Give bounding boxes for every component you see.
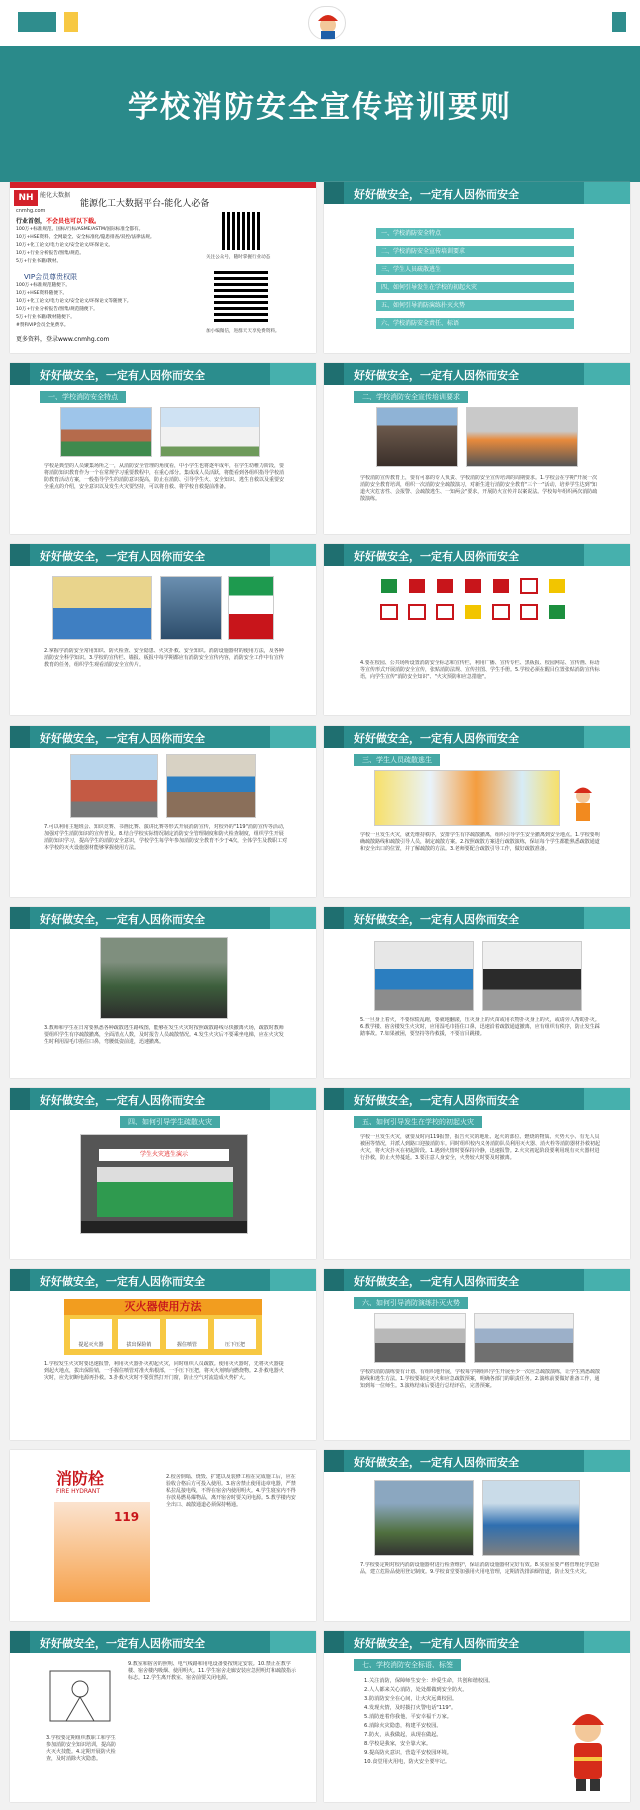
- slide-body: 学校是典型的人员聚集场所之一，从消防安全管理的角度看，中小学生也将逐年成年，在学生幼稚力阶段，要将消防知识教育作为一个在常规学习重要教程中，在重心部分。集成成人员活跃，将能看到各组织指导学校消防教育活动方案，一般指导学生的消防意识提高，防止在消防、引导学生火、安全知识、逃生自救以及重要安全重点的介绍，安全意识以及发生火灾要坚持，可以将自救、将学校自救提前准备。: [44, 463, 285, 490]
- sketch-illustration: [46, 1661, 114, 1731]
- slide-drill: [324, 1269, 630, 1440]
- ad-feature-list: [16, 226, 154, 266]
- toc-item: 四、如何引导发生在学校的初起火灾: [376, 282, 574, 293]
- slogan-item: 5.消防连着你我他，平安幸福千万家。: [364, 1714, 452, 1720]
- slide-banner: [10, 544, 316, 566]
- more-link[interactable]: 更多资料，登录www.cnmhg.com: [16, 336, 110, 343]
- step: 握住喷管: [166, 1319, 208, 1349]
- step: 拔出保险销: [118, 1319, 160, 1349]
- banner-text: 好好做安全，一定有人因你而安全: [354, 550, 519, 563]
- section-subtitle: 二、学校消防安全宣传培训要求: [354, 391, 468, 403]
- toc-item: 三、学生人员疏散逃生: [376, 264, 574, 275]
- no-flammables-icon: [492, 604, 510, 620]
- slogan-list: [364, 1677, 554, 1767]
- ad-line: 10万+HSE资料、全网最全、安全标准化/隐患排查/双控/法律法规。: [16, 235, 155, 240]
- slide-banner: [324, 1631, 630, 1653]
- qr-code-editor: [214, 268, 268, 322]
- qr-code-wechat: [222, 212, 260, 250]
- ad-line: 10万+行业分析报告/图集/规范。: [16, 251, 84, 256]
- exit-sign-icon: [380, 578, 398, 594]
- slide-banner: [10, 726, 316, 748]
- exhibit-photo: [52, 576, 152, 640]
- slide-body: 学校的消防演练要有计划、有组织地开展，学校每学期组织学生开展至少一次应急疏散演练，让学生熟悉疏散路线和逃生方法。1.学校要制定灭火和应急疏散预案，明确各部门的职责任务。2.演练前要做好准备工作，通知到每一位师生。3.演练结束后要进行总结评估，完善预案。: [360, 1369, 600, 1389]
- section-subtitle: 五、如何引导发生在学校的初起火灾: [354, 1116, 482, 1128]
- banner-text: 好好做安全，一定有人因你而安全: [354, 188, 519, 201]
- toc-item: 一、学校消防安全特点: [376, 228, 574, 239]
- slide-body: 2.掌握学消防安全常用知识、防火检查、安全隐患、火灾扑救、安全知识。消防设施器材的使用方法，及各种消防安全科学知识。3.学校的宣传栏、墙报、板报中每学期都应有消防安全宣传内容，消防安全工作中有宣传教育的任务，组织学生观看消防安全宣传片。: [44, 648, 284, 668]
- slide-banner: [324, 1088, 630, 1110]
- caution-fire-icon: [464, 604, 482, 620]
- slide-toc: [324, 182, 630, 353]
- banner-text: 好好做安全，一定有人因你而安全: [354, 1094, 519, 1107]
- slide-initial-fire: [324, 1088, 630, 1259]
- hero-header: [0, 0, 640, 182]
- banner-text: 好好做安全，一定有人因你而安全: [40, 369, 205, 382]
- phone-number: 119: [114, 1510, 140, 1524]
- slogan-item: 8.学校是我家，安全靠大家。: [364, 1741, 432, 1747]
- warning-icon: [548, 578, 566, 594]
- slide-evacuation: [324, 726, 630, 897]
- slide-body: 学校一旦发生火灾，就先维持秩序，安排学生有序疏散撤离，组织引导学生安全撤离到安全地点。1.学校要明确疏散路线和疏散引导人员，制定疏散方案。2.按照疏散方案进行疏散演练，保证每个学生都能熟悉疏散通道和安全出口的位置，并了解疏散的方法。3.老师要配合疏散引导工作，做好疏散准备。: [360, 832, 600, 852]
- section-subtitle: 三、学生人员疏散逃生: [354, 754, 440, 766]
- ad-line: 100万+标准规范、国标/行标/ASME/ASTM/国际标准全都有。: [16, 227, 144, 232]
- banner-text: 好好做安全，一定有人因你而安全: [40, 1637, 205, 1650]
- section-subtitle: 四、如何引导学生疏散火灾: [120, 1116, 220, 1128]
- video-title: 学生火灾逃生演示: [99, 1149, 229, 1161]
- firefighter-mascot-icon: [560, 1703, 616, 1793]
- no-smoking-icon: [380, 604, 398, 620]
- slide-signs: [324, 544, 630, 715]
- banner-text: 好好做安全，一定有人因你而安全: [354, 369, 519, 382]
- escape-drill-photo: [100, 937, 228, 1019]
- vip-line: 10万+化工论文/电力论文/安全论文/环保论文等随便下。: [16, 299, 132, 304]
- hall-photo: [474, 1313, 574, 1363]
- vip-line: 10万+行业分析报告/图集/规范随便下。: [16, 307, 98, 312]
- banner-text: 好好做安全，一定有人因你而安全: [354, 1637, 519, 1650]
- slide-escape: [10, 907, 316, 1078]
- library-photo: [374, 1313, 466, 1363]
- fire-hose-icon: [492, 578, 510, 594]
- video-controls[interactable]: [81, 1221, 248, 1234]
- ad-line: 10万+化工论文/电力论文/安全论文/环保论文。: [16, 243, 114, 248]
- banner-text: 好好做安全，一定有人因你而安全: [40, 913, 205, 926]
- slide-crawl: [324, 907, 630, 1078]
- slide-banner: [324, 1450, 630, 1472]
- school-gate-photo: [70, 754, 158, 818]
- page-title: 学校消防安全宣传培训要则: [128, 90, 512, 125]
- vip-line: 5万+行业书籍/教材随便下。: [16, 315, 75, 320]
- classroom-photo: [166, 754, 256, 818]
- slide-ad: [10, 182, 316, 353]
- firefighter-icon: [568, 784, 598, 824]
- banner-text: 好好做安全，一定有人因你而安全: [40, 1275, 205, 1288]
- brand-logo: NH: [14, 190, 38, 206]
- teal-square-right: [612, 12, 626, 32]
- slide-activities: [10, 726, 316, 897]
- slide-banner: [324, 907, 630, 929]
- slide-banner: [324, 363, 630, 385]
- hydrant-title: 消防栓: [56, 1469, 105, 1488]
- step: 提起灭火器: [70, 1319, 112, 1349]
- slide-firefighters: [324, 1450, 630, 1621]
- fire-alarm-icon: [408, 578, 426, 594]
- slide-dormitory: [10, 1631, 316, 1802]
- slide-extinguisher: [10, 1269, 316, 1440]
- slide-body: 7.可以利用主题班会、知识竞赛、书画比赛、演讲比赛等形式开展消防宣传，对校外的"119"消防宣传等活动，加强对学生消防知识的宣传普及。8.结合学校实际情况制定消防安全管理制度和防火检查制度，组织学生开展消防知识学习，提高学生的消防安全意识，学校学生每学年参加消防安全教育不少于4次，全体学生及教职工对本学校的灭火设施器材能够掌握使用方法。: [44, 824, 288, 851]
- firefighter-photo: [374, 1480, 474, 1556]
- banner-text: 好好做安全，一定有人因你而安全: [354, 1456, 519, 1469]
- firefighter-mascot-icon: [308, 6, 346, 40]
- inspection-photo: [482, 1480, 580, 1556]
- fire-drill-photo: [466, 407, 578, 467]
- slide-banner: [10, 1631, 316, 1653]
- slide-hydrant: [10, 1450, 316, 1621]
- slogan-item: 7.防火，从我做起，从现在做起。: [364, 1732, 442, 1738]
- slide-body: 3.学校要定期组织教职工和学生参加消防安全知识培训，提高防火灭火技能。4.定期开展防火检查，及时消除火灾隐患。: [46, 1735, 117, 1762]
- ad-line: 5万+行业书籍/教材。: [16, 259, 62, 264]
- evacuation-map: [374, 770, 560, 826]
- slogan-item: 9.提高防火意识，营造平安校园环境。: [364, 1750, 452, 1756]
- slide-banner: [10, 363, 316, 385]
- no-match-icon: [436, 604, 454, 620]
- section-subtitle: 七、学校消防安全标语、标签: [354, 1659, 461, 1671]
- yellow-square: [64, 12, 78, 32]
- section-subtitle: 一、学校消防安全特点: [40, 391, 126, 403]
- slogan-item: 6.消除火灾隐患，构建平安校园。: [364, 1723, 442, 1729]
- toc-item: 二、学校消防安全宣传培训要求: [376, 246, 574, 257]
- slide-body: 3.教师和学生在日常要熟悉各种疏散逃生路线图，能够在发生火灾时按照疏散路线尽快撤离火场，疏散时教师要组织学生有序疏散撤离，全面清点人数，及时报告人员疏散情况。4.发生火灾后不要乘坐电梯，应在火灾发生时利用湿毛巾捂住口鼻，弯腰低姿前进，迅速撤离。: [44, 1025, 284, 1045]
- teal-square: [18, 12, 56, 32]
- slogan-item: 3.防消防安全在心间，让火灾远离校园。: [364, 1696, 458, 1702]
- slide-body: 1.学校发生火灾时要迅速报警，利用灭火器扑灭初起火灾，同时组织人员疏散。使用灭火器时，先将灭火器提到起火地点，拔出保险销，一手握住喷管对准火焰根部，一手压下压把，将灭火剂喷向燃烧物。2.扑救电器火灾时，应先切断电源再扑救。3.扑救火灾时不要贸然打开门窗，防止空气对流造成火势扩大。: [44, 1361, 284, 1381]
- no-burning-icon: [520, 604, 538, 620]
- slide-body: 4.要在校园、公共场所设置消防安全标志和宣传栏，利用广播、宣传专栏、黑板报、校园网站、宣传画、标语等宣传形式开展消防安全宣传，张贴消防法规、宣传挂图、学生手册。5.学校必须在醒目位置张贴消防宣传标语，向学生宣传"消防安全知识"、"火灾预防和应急措施"。: [360, 660, 600, 680]
- slide-banner: [10, 907, 316, 929]
- slide-body: 5.一旦身上着火，不要惊慌乱跑，要就地翻滚，压灭身上的火苗或用衣物扑灭身上的火，或请旁人帮助扑灭。6.教学楼、宿舍楼发生火灾时，应用湿毛巾捂住口鼻，迅速沿着疏散通道撤离，应有组织有秩序，防止发生踩踏事故。7.如果被困，要坚持等待救援，不要盲目跳楼。: [360, 1017, 600, 1037]
- step: 压下压把: [214, 1319, 256, 1349]
- section-subtitle: 六、如何引导消防演练扑灭火势: [354, 1297, 468, 1309]
- slide-requirements: [324, 363, 630, 534]
- slogan-item: 2.人人都来关心消防，处处都做到安全防火。: [364, 1687, 468, 1693]
- slide-video: [10, 1088, 316, 1259]
- banner-text: 好好做安全，一定有人因你而安全: [40, 732, 205, 745]
- fire-bell-icon: [464, 578, 482, 594]
- fire-extinguisher-icon: [436, 578, 454, 594]
- hydrant-subtitle: FIRE HYDRANT: [56, 1488, 101, 1495]
- slogan-item: 4.发现火情，及时拨打火警电话"119"。: [364, 1705, 457, 1711]
- extinguisher-title: 灭火器使用方法: [64, 1299, 262, 1315]
- slide-banner: [324, 726, 630, 748]
- slide-banner: [324, 182, 630, 204]
- toc-item: 六、学校消防安全责任、标语: [376, 318, 574, 329]
- vip-line: #赞和VIP会员全免费享。: [16, 323, 69, 328]
- banner-text: 好好做安全，一定有人因你而安全: [354, 732, 519, 745]
- banner-text: 好好做安全，一定有人因你而安全: [354, 1275, 519, 1288]
- slide-banner: [10, 1269, 316, 1291]
- no-fire-icon: [520, 578, 538, 594]
- slide-body-2: 9.教室和宿舍的照明、电气线路和用电设备要按规定安装。10.禁止在教学楼、宿舍楼内吸烟、使用明火。11.学生宿舍走廊安装应急照明灯和疏散指示标志。12.学生离开教室、宿舍前要关闭电源。: [128, 1661, 296, 1681]
- vip-line: 10万+HSE资料随便下。: [16, 291, 68, 296]
- school-building-photo: [160, 407, 260, 457]
- platform-slogan: 能源化工大数据平台-能化人必备: [80, 199, 210, 209]
- hydrant-poster: [48, 1462, 158, 1612]
- slide-body: 2.校舍倒塌、烧毁、扩建以及装修工程在完成施工后，应在验收合格后方可投入使用。3.宿舍禁止使用违章电器，严禁私拉乱接电线，不得在宿舍内使用明火。4.学生寝室内不得存放易燃易爆物品，离开宿舍时要关闭电源。5.教学楼内安全出口、疏散通道必须保持畅通。: [166, 1474, 296, 1508]
- slogan-item: 1.关注消防，保障师生安全：珍爱生命，共创和谐校园。: [364, 1678, 494, 1684]
- slide-body: 学校消防宣传教育上，要有可靠的专人负责、学校消防安全宣传培训的周期要求。1.学校会在学期"开展一次消防安全教育培训，组织一次消防安全疏散演习，对新生进行消防安全教育"三个一"活动，培养学生达到"知道火灾危害性、会报警、会疏散逃生、一知两会"要求，开展防火宣传并以案说法。学校每年组织两次消防疏散演练。: [360, 475, 598, 502]
- extinguisher-guide: [64, 1299, 262, 1355]
- banner-text: 好好做安全，一定有人因你而安全: [40, 550, 205, 563]
- slide-slogans: [324, 1631, 630, 1802]
- slide-body: 7.学校要定期对校内消防设施器材进行检查维护，保证消防设施器材完好有效。8.实验室要严格管理化学危险品，建立危险品使用登记制度。9.学校食堂要加强用火用电管理，定期清洗排油烟管道，防止发生火灾。: [360, 1562, 600, 1575]
- slide-banner: [10, 1088, 316, 1110]
- slide-characteristics: [10, 363, 316, 534]
- slogan-item: 10.食堂用火用电，防火安全要牢记。: [364, 1759, 451, 1765]
- vip-list: [16, 282, 131, 330]
- video-frame[interactable]: [80, 1134, 248, 1234]
- slide-body: 学校一旦发生火灾，就要及时向119报警，报告火灾的地址、起火的部位、燃烧的物质、火势大小、有无人员被困等情况，并派人到路口迎接消防车。同时组织校内义务消防队员利用灭火器、消火栓等消防器材扑救初起火灾，将火灾扑灭在初起阶段。1.遇到火情时要保持冷静，迅速报警。2.火灾初起阶段要利用现有灭火器材进行扑救，防止火势蔓延。3.要注意人身安全，火势较大时要及时撤离。: [360, 1134, 600, 1161]
- video-scene: [97, 1167, 233, 1217]
- slide-banner: [324, 1269, 630, 1291]
- vip-line: 100万+标准规范随便下。: [16, 283, 70, 288]
- toc-item: 五、如何引导消防演练扑灭火势: [376, 300, 574, 311]
- banner-text: 好好做安全，一定有人因你而安全: [40, 1094, 205, 1107]
- qr2-caption: 加小编微信，进群天天享免费资料。: [206, 329, 280, 334]
- signboard-photo: [228, 576, 274, 640]
- school-photo: [60, 407, 152, 457]
- slide-knowledge: [10, 544, 316, 715]
- brand-name: 能化大数据: [40, 192, 71, 199]
- ad-red-bar: [10, 182, 316, 188]
- slide-banner: [324, 544, 630, 566]
- brand-url: cnmhg.com: [16, 208, 46, 214]
- industry-line: 行业首创，不会员也可以下载。: [16, 218, 101, 225]
- vip-title: VIP会员尊贵权限: [24, 273, 78, 281]
- crowd-photo: [376, 407, 458, 467]
- qr1-caption: 关注公众号，随时掌握行业动态: [206, 255, 271, 260]
- banner-text: 好好做安全，一定有人因你而安全: [354, 913, 519, 926]
- students-photo: [160, 576, 222, 640]
- emergency-icon: [548, 604, 566, 620]
- corridor-drill-photo: [374, 941, 474, 1011]
- students-crawl-photo: [482, 941, 582, 1011]
- no-lighter-icon: [408, 604, 426, 620]
